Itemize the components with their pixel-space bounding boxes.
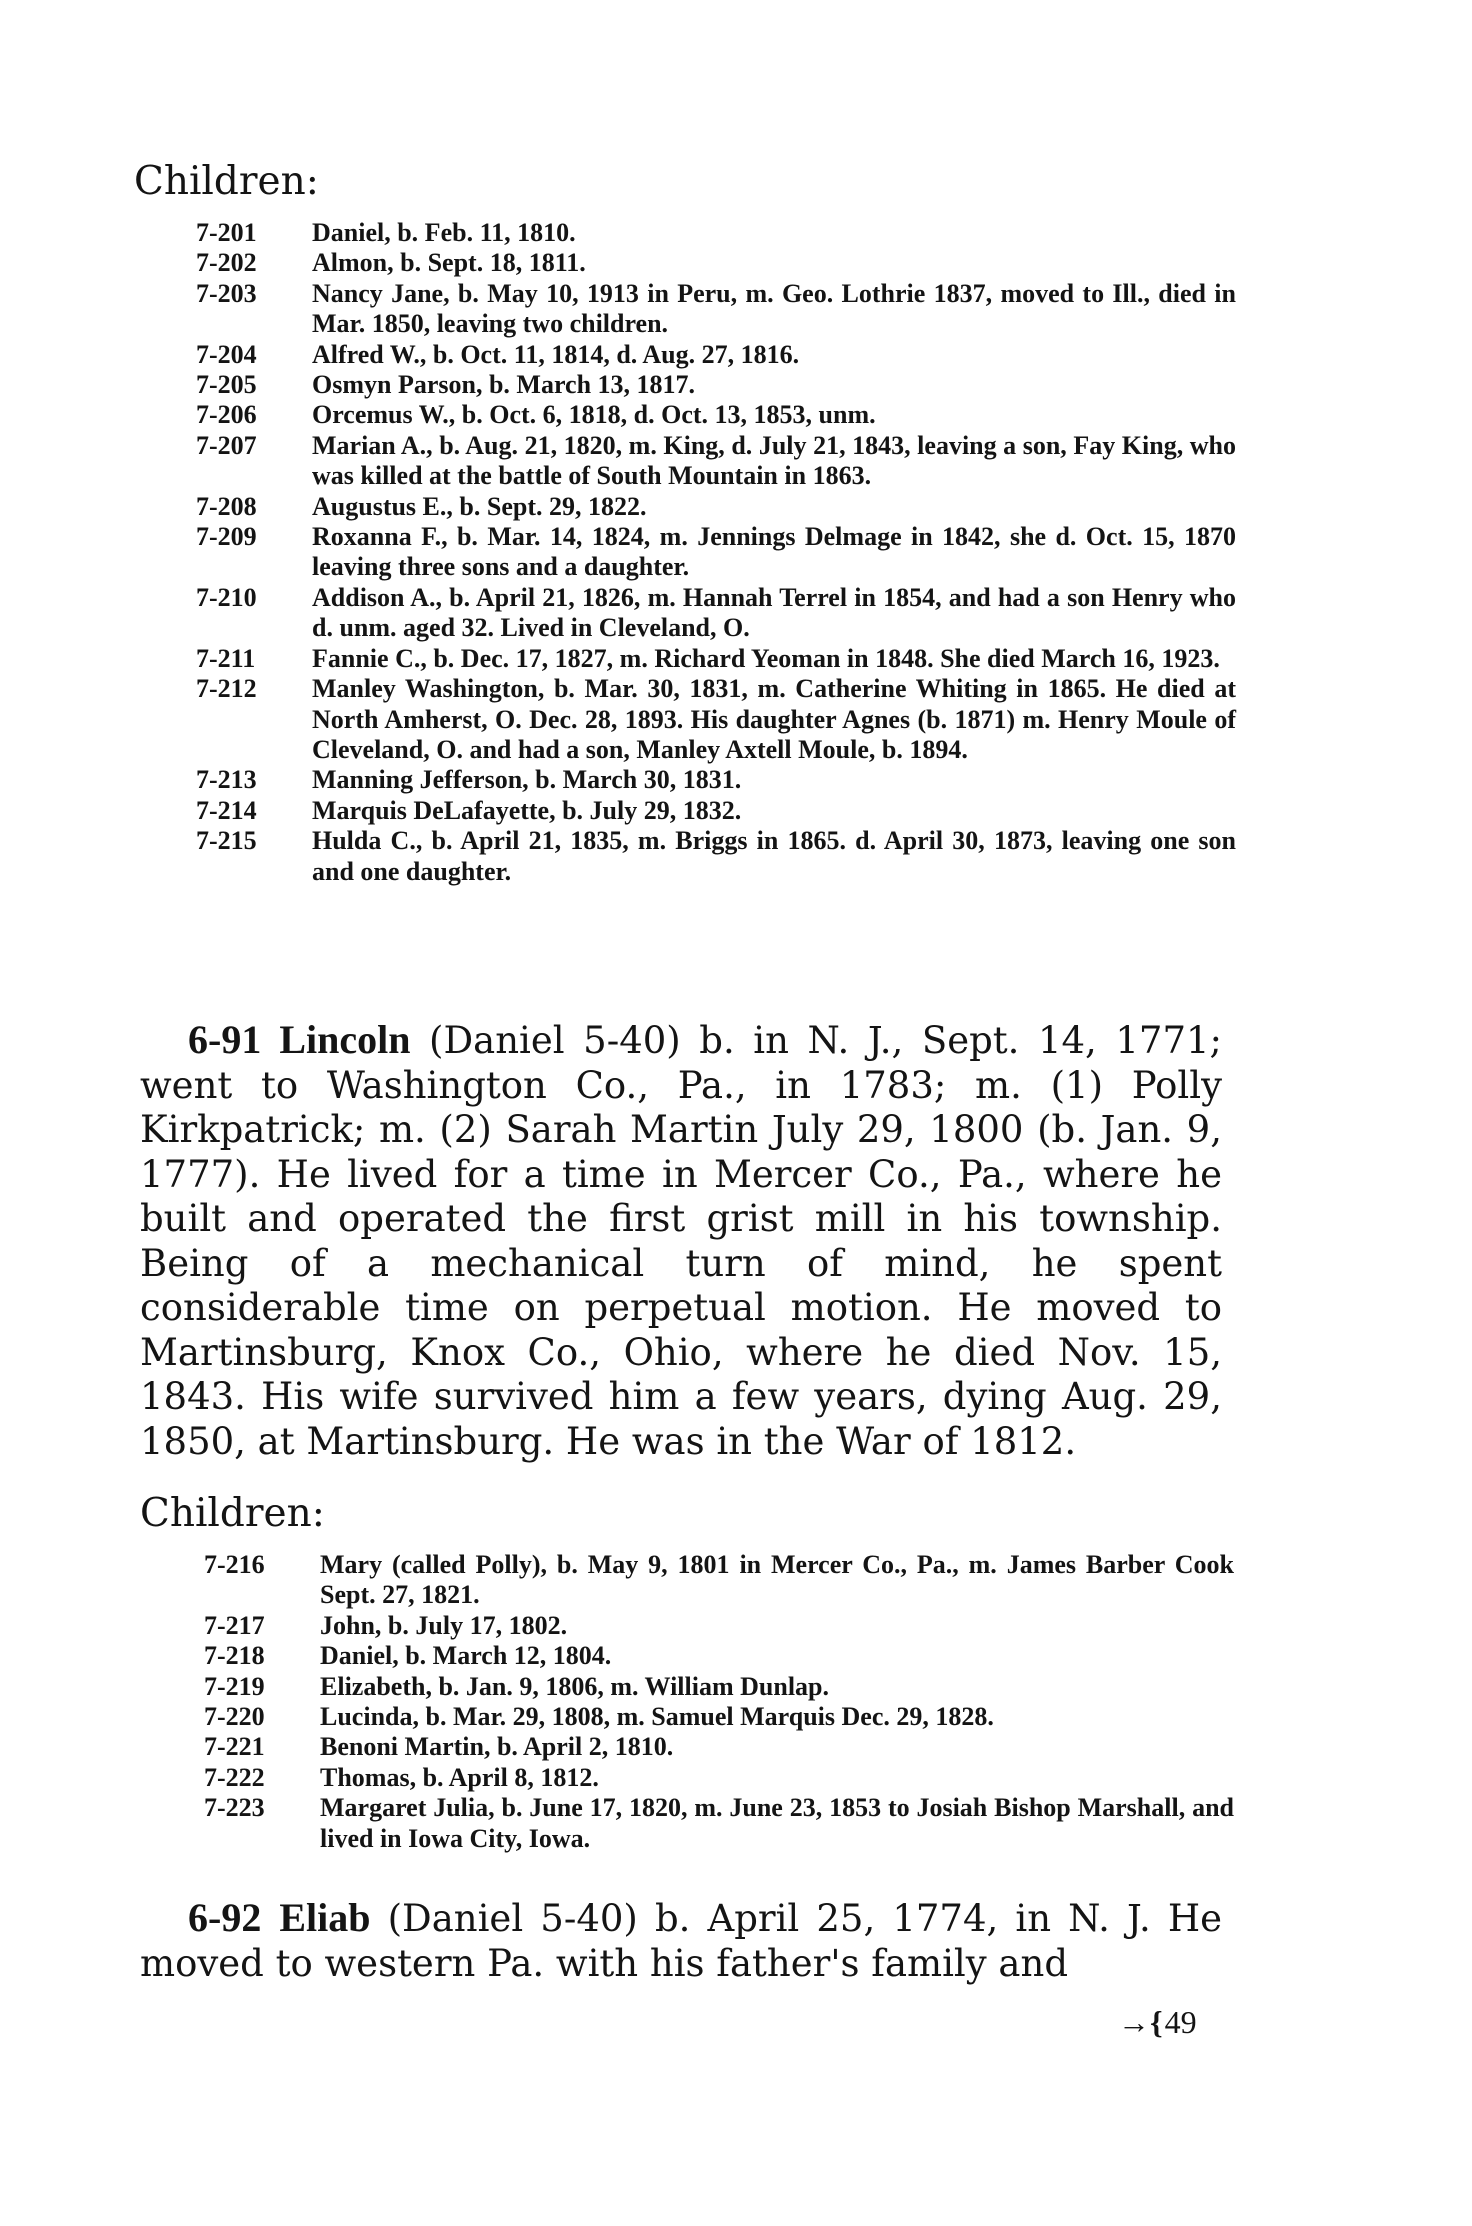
child-text: Alfred W., b. Oct. 11, 1814, d. Aug. 27, 1816. [312,339,800,369]
child-text: Manley Washington, b. Mar. 30, 1831, m. Catherine Whiting in 1865. He died at North Amherst, O. Dec. 28, 1893. His daughter Agnes (b. 1871) m. Henry Moule of Cleveland, O. and had a son, Manley Axtell Moule, b. 1894. [312,674,1236,764]
child-text: Osmyn Parson, b. March 13, 1817. [312,370,696,400]
genealogy-entry [140,1896,1222,1986]
child-number: 7-208 [196,491,257,521]
children-list [196,218,1236,887]
child-number: 7-217 [204,1610,265,1640]
page-footer [1118,2004,1197,2040]
child-number: 7-222 [204,1762,265,1792]
child-entry [196,400,1236,430]
child-entry [196,765,1236,795]
child-text: Addison A., b. April 21, 1826, m. Hannah Terrel in 1854, and had a son Henry who d. unm. aged 32. Lived in Cleveland, O. [312,582,1236,643]
child-text: Orcemus W., b. Oct. 6, 1818, d. Oct. 13, 1853, unm. [312,400,876,430]
entry-name: Lincoln [279,1017,411,1062]
child-number: 7-212 [196,674,257,704]
child-entry [196,248,1236,278]
child-number: 7-201 [196,218,257,247]
entry-name: Eliab [279,1895,371,1940]
children-list [204,1550,1234,1854]
child-entry [196,370,1236,400]
child-number: 7-202 [196,248,257,278]
child-entry [204,1672,1234,1702]
page-mark: →{ [1118,2004,1163,2040]
child-entry [196,279,1236,340]
child-text: Thomas, b. April 8, 1812. [320,1762,599,1792]
child-number: 7-206 [196,400,257,430]
child-text: Mary (called Polly), b. May 9, 1801 in Mercer Co., Pa., m. James Barber Cook Sept. 27, 1821. [320,1550,1234,1610]
child-text: Hulda C., b. April 21, 1835, m. Briggs in 1865. d. April 30, 1873, leaving one son and one daughter. [312,826,1236,886]
child-entry [196,431,1236,492]
entry-number: 6-92 [188,1895,262,1940]
child-text: Almon, b. Sept. 18, 1811. [312,248,586,278]
child-entry [204,1550,1234,1611]
entry-text: (Daniel 5-40) b. April 25, 1774, in N. J. He moved to western Pa. with his father's family and [140,1897,1223,1985]
child-number: 7-209 [196,522,257,552]
child-number: 7-216 [204,1550,265,1579]
page-number: 49 [1164,2004,1197,2040]
entry-number: 6-91 [188,1017,262,1062]
child-entry [196,796,1236,826]
child-entry [204,1793,1234,1854]
child-entry [196,340,1236,370]
child-entry [196,218,1236,248]
child-number: 7-223 [204,1793,265,1823]
child-entry [196,492,1236,522]
child-number: 7-215 [196,826,257,856]
genealogy-entry [140,1018,1222,1464]
child-number: 7-219 [204,1671,265,1701]
child-entry [196,522,1236,583]
child-number: 7-220 [204,1702,265,1732]
child-entry [196,674,1236,765]
child-text: Marquis DeLafayette, b. July 29, 1832. [312,795,742,825]
child-number: 7-203 [196,278,257,308]
child-number: 7-218 [204,1641,265,1671]
child-entry [196,644,1236,674]
child-entry [204,1763,1234,1793]
child-number: 7-213 [196,765,257,795]
child-entry [204,1702,1234,1732]
children-heading: Children: [134,159,319,204]
child-text: Marian A., b. Aug. 21, 1820, m. King, d. July 21, 1843, leaving a son, Fay King, who was killed at the battle of South Mountain in 1863. [312,430,1236,491]
child-number: 7-211 [196,643,256,673]
child-number: 7-204 [196,339,257,369]
child-number: 7-210 [196,582,257,612]
child-text: Augustus E., b. Sept. 29, 1822. [312,491,647,521]
child-entry [196,826,1236,887]
child-text: Fannie C., b. Dec. 17, 1827, m. Richard Yeoman in 1848. She died March 16, 1923. [312,643,1220,673]
child-text: Lucinda, b. Mar. 29, 1808, m. Samuel Marquis Dec. 29, 1828. [320,1702,994,1732]
child-number: 7-221 [204,1732,265,1762]
child-number: 7-207 [196,430,257,460]
children-heading: Children: [140,1491,325,1536]
child-text: Elizabeth, b. Jan. 9, 1806, m. William Dunlap. [320,1671,830,1701]
child-text: Daniel, b. March 12, 1804. [320,1641,612,1671]
child-entry [196,583,1236,644]
child-number: 7-205 [196,370,257,400]
child-text: Nancy Jane, b. May 10, 1913 in Peru, m. Geo. Lothrie 1837, moved to Ill., died in Mar. 1850, leaving two children. [312,278,1236,339]
child-entry [204,1611,1234,1641]
child-text: Manning Jefferson, b. March 30, 1831. [312,765,742,795]
child-entry [204,1641,1234,1671]
child-text: Margaret Julia, b. June 17, 1820, m. June 23, 1853 to Josiah Bishop Marshall, and lived in Iowa City, Iowa. [320,1793,1234,1853]
child-text: Roxanna F., b. Mar. 14, 1824, m. Jennings Delmage in 1842, she d. Oct. 15, 1870 leaving three sons and a daughter. [312,522,1236,582]
child-number: 7-214 [196,795,257,825]
child-text: Benoni Martin, b. April 2, 1810. [320,1732,674,1762]
entry-text: (Daniel 5-40) b. in N. J., Sept. 14, 1771; went to Washington Co., Pa., in 1783; m. (1) Polly Kirkpatrick; m. (2) Sarah Martin July 29, 1800 (b. Jan. 9, 1777). He lived for a time in Mercer Co., Pa., where he built and operated the first grist mill in his township. Being of a mechanical turn of mind, he spent considerable time on perpetual motion. He moved to Martinsburg, Knox Co., Ohio, where he died Nov. 15, 1843. His wife survived him a few years, dying Aug. 29, 1850, at Martinsburg. He was in the War of 1812. [140,1019,1222,1463]
child-text: John, b. July 17, 1802. [320,1610,568,1640]
child-entry [204,1732,1234,1762]
child-text: Daniel, b. Feb. 11, 1810. [312,218,576,247]
